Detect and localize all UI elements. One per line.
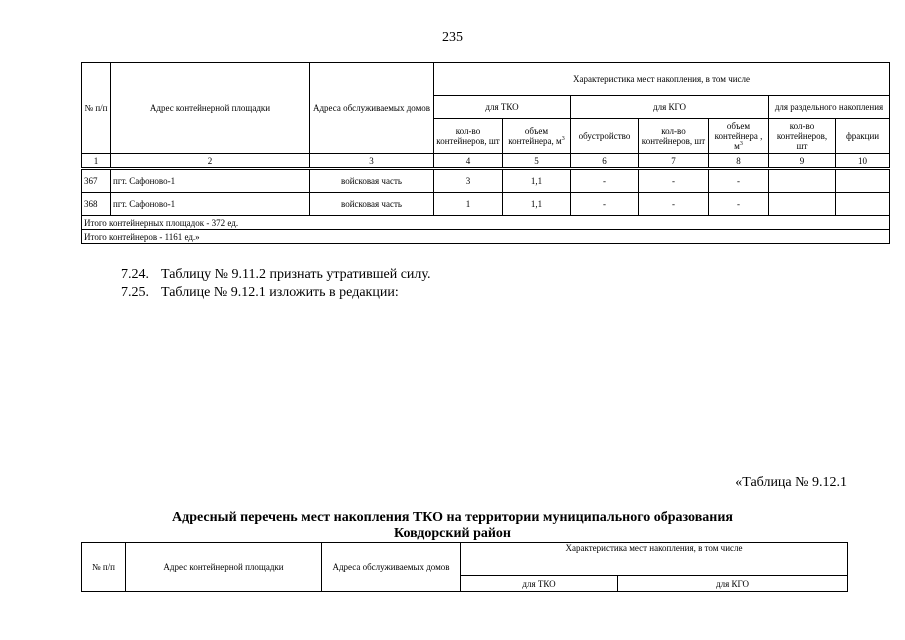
cell-num: 367 bbox=[82, 169, 111, 193]
cell-sep-fraction bbox=[836, 169, 890, 193]
header-kgo-count: кол-во контейнеров, шт bbox=[639, 119, 709, 154]
header-kgo-volume-sup: 3 bbox=[739, 141, 743, 147]
header-separate: для раздельного накопления bbox=[769, 96, 890, 119]
header-address: Адрес контейнерной площадки bbox=[111, 63, 310, 154]
cell-address: пгт. Сафоново-1 bbox=[111, 193, 310, 216]
cell-tko-count: 3 bbox=[434, 169, 503, 193]
index-cell: 1 bbox=[82, 154, 111, 169]
index-cell: 10 bbox=[836, 154, 890, 169]
cell-served: войсковая часть bbox=[310, 193, 434, 216]
header-served: Адреса обслуживаемых домов bbox=[310, 63, 434, 154]
index-cell: 2 bbox=[111, 154, 310, 169]
cell-kgo-count: - bbox=[639, 169, 709, 193]
header-sep-fraction: фракции bbox=[836, 119, 890, 154]
paragraph-7-24 bbox=[121, 267, 431, 283]
header-tko: для ТКО bbox=[434, 96, 571, 119]
cell-kgo-equipment: - bbox=[571, 169, 639, 193]
header-kgo: для КГО bbox=[618, 576, 848, 592]
header-tko-volume-sup: 3 bbox=[561, 136, 565, 142]
table-label: «Таблица № 9.12.1 bbox=[735, 475, 847, 490]
index-cell: 3 bbox=[310, 154, 434, 169]
total-containers: Итого контейнеров - 1161 ед.» bbox=[82, 230, 890, 244]
header-tko-volume bbox=[503, 119, 571, 154]
paragraph-text: Таблицу № 9.11.2 признать утратившей силу. bbox=[161, 267, 431, 282]
index-cell: 4 bbox=[434, 154, 503, 169]
index-cell: 9 bbox=[769, 154, 836, 169]
cell-sep-count bbox=[769, 169, 836, 193]
header-tko: для ТКО bbox=[461, 576, 618, 592]
header-address: Адрес контейнерной площадки bbox=[126, 543, 322, 592]
cell-served: войсковая часть bbox=[310, 169, 434, 193]
header-kgo-equipment: обустройство bbox=[571, 119, 639, 154]
index-cell: 7 bbox=[639, 154, 709, 169]
cell-address: пгт. Сафоново-1 bbox=[111, 169, 310, 193]
header-characteristics: Характеристика мест накопления, в том числе bbox=[434, 63, 890, 96]
header-sep-count: кол-во контейнеров, шт bbox=[769, 119, 836, 154]
paragraph-number: 7.25. bbox=[121, 285, 149, 300]
cell-tko-count: 1 bbox=[434, 193, 503, 216]
index-cell: 8 bbox=[709, 154, 769, 169]
containers-table bbox=[81, 62, 890, 244]
table-row bbox=[82, 169, 890, 193]
header-tko-count: кол-во контейнеров, шт bbox=[434, 119, 503, 154]
paragraph-text: Таблице № 9.12.1 изложить в редакции: bbox=[161, 285, 399, 300]
heading-line-2: Ковдорский район bbox=[393, 526, 512, 541]
header-kgo: для КГО bbox=[571, 96, 769, 119]
header-kgo-volume-text: объем контейнера , м bbox=[714, 121, 763, 151]
cell-sep-fraction bbox=[836, 193, 890, 216]
heading-line-1: Адресный перечень мест накопления ТКО на территории муниципального образования bbox=[172, 510, 733, 525]
index-cell: 5 bbox=[503, 154, 571, 169]
header-kgo-volume bbox=[709, 119, 769, 154]
paragraph-7-25 bbox=[121, 285, 399, 301]
cell-num: 368 bbox=[82, 193, 111, 216]
cell-kgo-volume: - bbox=[709, 193, 769, 216]
index-cell: 6 bbox=[571, 154, 639, 169]
header-characteristics: Характеристика мест накопления, в том числе bbox=[461, 543, 848, 576]
header-tko-volume-text: объем контейнера, м bbox=[508, 126, 562, 146]
page-number: 235 bbox=[442, 30, 463, 45]
total-sites: Итого контейнерных площадок - 372 ед. bbox=[82, 216, 890, 230]
header-num: № п/п bbox=[82, 543, 126, 592]
paragraph-number: 7.24. bbox=[121, 267, 149, 282]
cell-kgo-equipment: - bbox=[571, 193, 639, 216]
table-row bbox=[82, 193, 890, 216]
cell-kgo-count: - bbox=[639, 193, 709, 216]
cell-sep-count bbox=[769, 193, 836, 216]
header-served: Адреса обслуживаемых домов bbox=[322, 543, 461, 592]
cell-tko-volume: 1,1 bbox=[503, 169, 571, 193]
cell-kgo-volume: - bbox=[709, 169, 769, 193]
section-heading bbox=[0, 510, 905, 542]
header-num: № п/п bbox=[82, 63, 111, 154]
table-9-12-1 bbox=[81, 542, 848, 592]
cell-tko-volume: 1,1 bbox=[503, 193, 571, 216]
